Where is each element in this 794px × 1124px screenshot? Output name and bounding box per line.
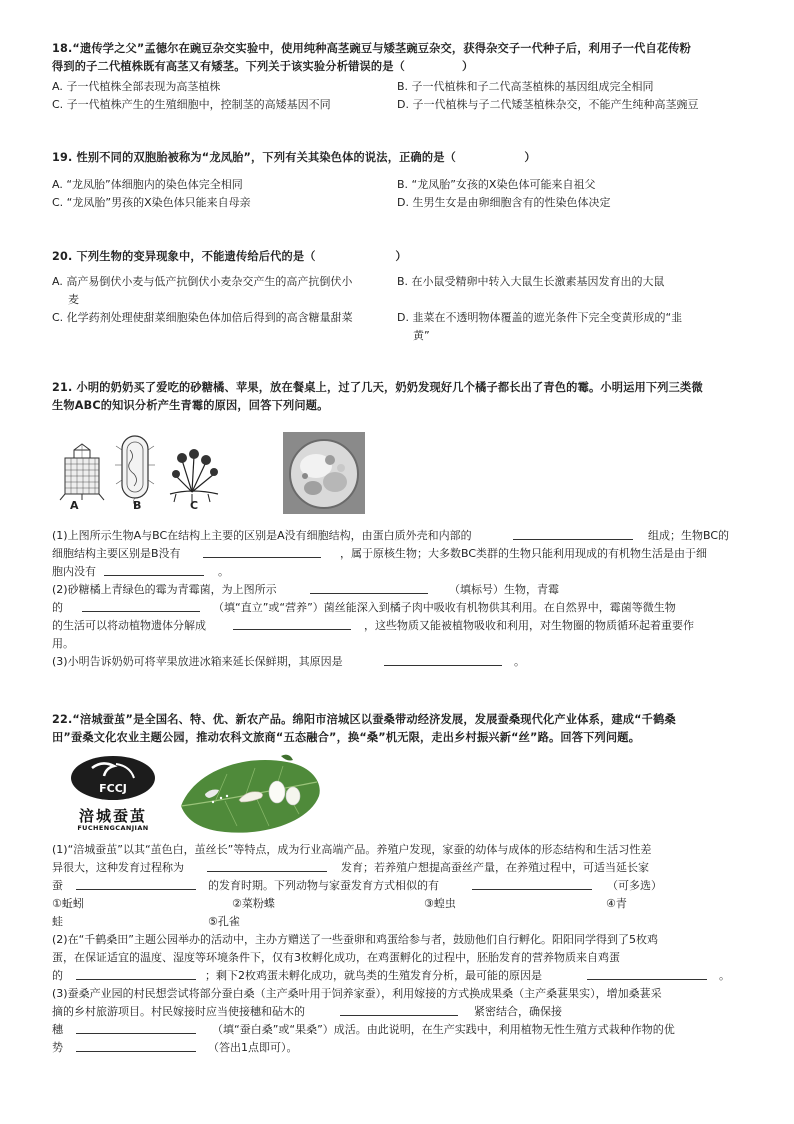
q21-stem-line1: 21. 小明的奶奶买了爱吃的砂糖橘、苹果，放在餐桌上，过了几天，奶奶发现好几个橘子都长出了青色的霉。小明运用下列三类微	[52, 381, 703, 394]
q20-option-d-cont: 黄”	[413, 329, 430, 342]
logo-abbr: FCCJ	[99, 782, 127, 795]
q21-part3-text-b: 。	[514, 655, 525, 668]
answer-blank[interactable]	[310, 582, 428, 594]
q18-option-d: D. 子一代植株与子二代矮茎植株杂交，不能产生纯种高茎豌豆	[397, 98, 699, 111]
q21-part1-text-b: 组成；生物BC的	[648, 529, 730, 542]
answer-blank[interactable]	[76, 1040, 196, 1052]
q22-part3-text-b: 摘的乡村旅游项目。村民嫁接时应当使接穗和砧木的	[52, 1005, 305, 1018]
q22-choice-4-cont: 蛙	[52, 915, 63, 928]
q20-option-a-cont: 麦	[68, 293, 79, 306]
q21-part2-text-b: （填标号）生物，青霉	[449, 583, 559, 596]
answer-blank[interactable]	[587, 968, 707, 980]
bacterium-illustration	[115, 436, 155, 506]
q21-part2-text-g: 用。	[52, 637, 74, 650]
q22-choice-3: ③蝗虫	[424, 897, 456, 910]
q21-part2-text-d: （填“直立”或“营养”）菌丝能深入到橘子肉中吸收有机物供其利用。在自然界中，霉菌等微生物	[213, 601, 676, 614]
answer-blank[interactable]	[76, 878, 196, 890]
q19-stem: 19. 性别不同的双胞胎被称为“龙凤胎”，下列有关其染色体的说法，正确的是（ ）	[52, 151, 536, 164]
fccj-logo	[58, 752, 168, 832]
q22-choice-5: ⑤孔雀	[208, 915, 240, 928]
q22-part2-text-a: (2)在“千鹤桑田”主题公园举办的活动中，主办方赠送了一些蚕卵和鸡蛋给参与者，鼓励他们自行孵化。阳阳同学得到了5枚鸡	[52, 933, 658, 946]
q22-part2-text-c: 的	[52, 969, 63, 982]
q22-choice-2: ②菜粉蝶	[232, 897, 275, 910]
logo-emblem	[58, 752, 168, 804]
answer-blank[interactable]	[384, 654, 502, 666]
q20-option-b: B. 在小鼠受精卵中转入大鼠生长激素基因发育出的大鼠	[397, 275, 665, 288]
q22-part1-text-f: （可多选）	[607, 879, 662, 892]
q21-part1-text-e: 胞内没有	[52, 565, 96, 578]
q22-part3-text-e: （填“蚕白桑”或“果桑”）成活。由此说明，在生产实践中，利用植物无性生殖方式栽种作物的优	[212, 1023, 675, 1036]
answer-blank[interactable]	[207, 860, 327, 872]
q19-option-d: D. 生男生女是由卵细胞含有的性染色体决定	[397, 196, 611, 209]
q18-option-b: B. 子一代植株和子二代高茎植株的基因组成完全相同	[397, 80, 654, 93]
q20-option-d: D. 韭菜在不透明物体覆盖的遮光条件下完全变黄形成的“韭	[397, 311, 683, 324]
q22-part1-text-b: 异很大，这种发育过程称为	[52, 861, 184, 874]
mulberry-leaf-photo	[175, 752, 325, 838]
figure-label-b: B	[133, 499, 142, 512]
microbe-figure	[52, 430, 232, 512]
q21-part2-text-e: 的生活可以将动植物遗体分解成	[52, 619, 206, 632]
logo-chinese-text: 涪城蚕茧	[78, 807, 147, 825]
q20-option-c: C. 化学药剂处理使甜菜细胞染色体加倍后得到的高含糖量甜菜	[52, 311, 353, 324]
q20-option-a: A. 高产易倒伏小麦与低产抗倒伏小麦杂交产生的高产抗倒伏小	[52, 275, 353, 288]
q18-option-a: A. 子一代植株全部表现为高茎植株	[52, 80, 221, 93]
answer-blank[interactable]	[513, 528, 633, 540]
answer-blank[interactable]	[104, 564, 204, 576]
answer-blank[interactable]	[76, 1022, 196, 1034]
q22-part3-text-c: 紧密结合，确保接	[474, 1005, 562, 1018]
q22-part2-text-b: 蛋，在保证适宜的温度、湿度等环境条件下，仅有3枚孵化成功，在鸡蛋孵化的过程中，胚胎发育的营养物质来自鸡蛋	[52, 951, 620, 964]
q22-stem-line2: 田”蚕桑文化农业主题公园，推动农科文旅商“五态融合”，换“桑”机无限，走出乡村振兴新“丝”路。回答下列问题。	[52, 731, 641, 744]
q21-part1-text-d: ，属于原核生物；大多数BC类群的生物只能利用现成的有机物生活是由于细	[340, 547, 708, 560]
q20-stem: 20. 下列生物的变异现象中，不能遗传给后代的是（ ）	[52, 250, 407, 263]
answer-blank[interactable]	[472, 878, 592, 890]
q21-part2-text-f: ，这些物质又能被植物吸收和利用，对生物圈的物质循环起着重要作	[364, 619, 694, 632]
q21-part3-text-a: (3)小明告诉奶奶可将苹果放进冰箱来延长保鲜期，其原因是	[52, 655, 343, 668]
virus-illustration	[60, 444, 104, 500]
logo-pinyin-text: FUCHENGCANJIAN	[77, 824, 149, 832]
mold-illustration	[170, 449, 218, 503]
q21-part1-text-f: 。	[218, 565, 229, 578]
q21-part1-text-a: (1)上图所示生物A与BC在结构上主要的区别是A没有细胞结构，由蛋白质外壳和内部的	[52, 529, 472, 542]
answer-blank[interactable]	[82, 600, 200, 612]
q21-part2-text-a: (2)砂糖橘上青绿色的霉为青霉菌，为上图所示	[52, 583, 277, 596]
figure-label-a: A	[70, 499, 79, 512]
q22-choice-1: ①蚯蚓	[52, 897, 84, 910]
q22-part3-text-f: 势	[52, 1041, 63, 1054]
q22-part1-text-a: (1)“涪城蚕茧”以其“茧色白，茧丝长”等特点，成为行业高端产品。养殖户发现，家蚕的幼体与成体的形态结构和生活习性差	[52, 843, 652, 856]
q18-option-c: C. 子一代植株产生的生殖细胞中，控制茎的高矮基因不同	[52, 98, 331, 111]
answer-blank[interactable]	[76, 968, 196, 980]
moldy-orange-photo	[283, 432, 365, 514]
answer-blank[interactable]	[203, 546, 321, 558]
q19-option-b: B. “龙凤胎”女孩的X染色体可能来自祖父	[397, 178, 596, 191]
q22-part3-text-d: 穗	[52, 1023, 63, 1036]
q21-stem-line2: 生物ABC的知识分析产生青霉的原因，回答下列问题。	[52, 399, 329, 412]
q21-part2-text-c: 的	[52, 601, 63, 614]
q22-part1-text-e: 的发育时期。下列动物与家蚕发育方式相似的有	[208, 879, 439, 892]
answer-blank[interactable]	[340, 1004, 458, 1016]
q22-part2-text-e: 。	[719, 969, 730, 982]
q22-stem-line1: 22.“涪城蚕茧”是全国名、特、优、新农产品。绵阳市涪城区以蚕桑带动经济发展，发展蚕桑现代化产业体系，建成“千鹤桑	[52, 713, 676, 726]
q22-part3-text-g: （答出1点即可）。	[208, 1041, 298, 1054]
q19-option-a: A. “龙凤胎”体细胞内的染色体完全相同	[52, 178, 243, 191]
answer-blank[interactable]	[233, 618, 351, 630]
q21-part1-text-c: 细胞结构主要区别是B没有	[52, 547, 181, 560]
q19-option-c: C. “龙凤胎”男孩的X染色体只能来自母亲	[52, 196, 251, 209]
q22-choice-4: ④青	[606, 897, 627, 910]
q18-stem-line2: 得到的子二代植株既有高茎又有矮茎。下列关于该实验分析错误的是（ ）	[52, 60, 474, 73]
q22-part2-text-d: ；剩下2枚鸡蛋未孵化成功，就鸟类的生殖发育分析，最可能的原因是	[205, 969, 542, 982]
q22-part3-text-a: (3)蚕桑产业园的村民想尝试将部分蚕白桑（主产桑叶用于饲养家蚕），利用嫁接的方式换成果桑（主产桑葚果实），增加桑葚采	[52, 987, 662, 1000]
figure-label-c: C	[190, 499, 199, 512]
q22-part1-text-d: 蚕	[52, 879, 63, 892]
q18-stem-line1: 18.“遗传学之父”孟德尔在豌豆杂交实验中，使用纯种高茎豌豆与矮茎豌豆杂交，获得杂交子一代种子后，利用子一代自花传粉	[52, 42, 692, 55]
q22-part1-text-c: 发育；若养殖户想提高蚕丝产量，在养殖过程中，可适当延长家	[341, 861, 649, 874]
